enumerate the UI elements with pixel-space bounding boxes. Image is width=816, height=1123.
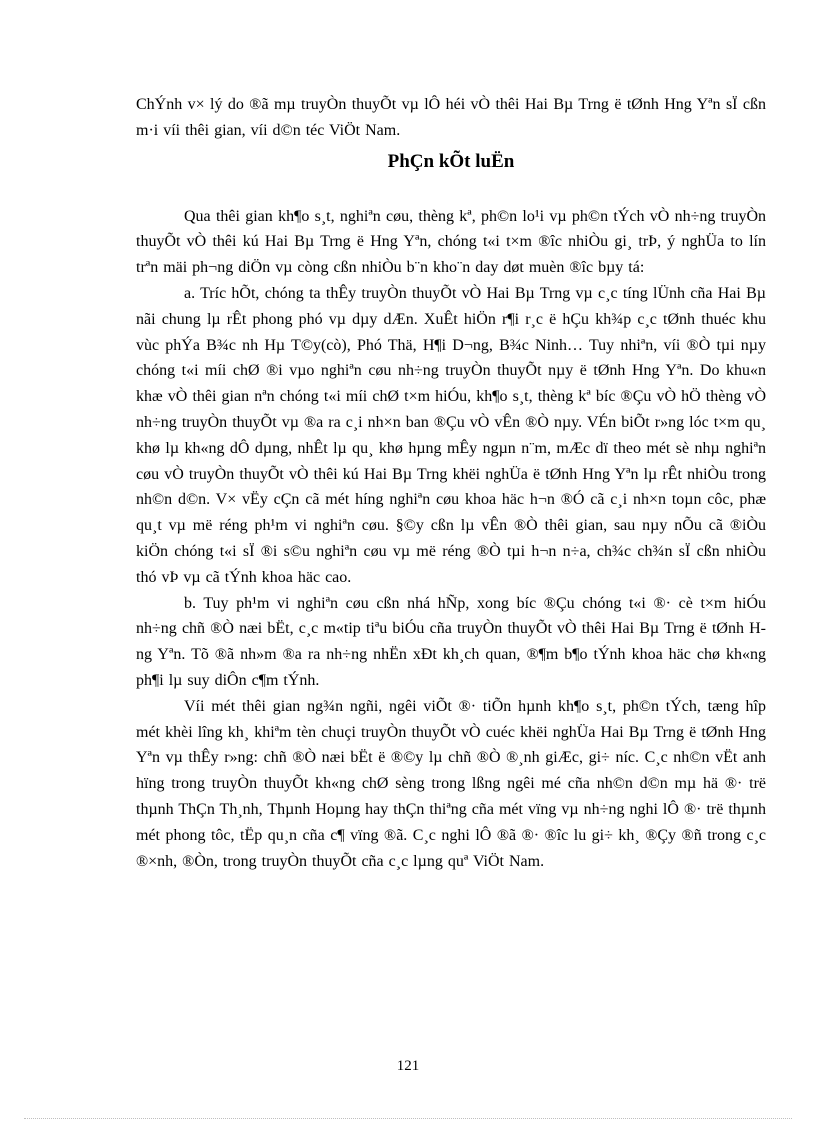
page-bottom-divider [24,1118,792,1119]
page-body [136,92,766,874]
paragraph-overview: Qua thêi gian kh¶o s¸t, nghiªn cøu, thèng kª, ph©n lo¹i vµ ph©n tÝch vÒ nh÷ng truyÒn thuyÕt vÒ thêi kú Hai Bµ Trng ë Hng Yªn, chóng t«i t×m ®îc nhiÒu gi¸ trÞ, ý nghÜa to lín trªn mäi ph¬ng diÖn vµ còng cßn nhiÒu b¨n kho¨n day døt muèn ®îc bµy tá: [136,207,766,277]
paragraph-closing: Víi mét thêi gian ng¾n ngñi, ngêi viÕt ®· tiÕn hµnh kh¶o s¸t, ph©n tÝch, tæng hîp mét khèi lîng kh¸ khiªm tèn chuçi truyÒn thuyÕt vÒ cuéc khëi nghÜa Hai Bµ Trng ë tØnh Hng Yªn vµ thÊy r»ng: chñ ®Ò næi bËt ë ®©y lµ chñ ®Ò ®¸nh giÆc, gi÷ níc. C¸c nh©n vËt anh hïng trong truyÒn thuyÕt kh«ng chØ sèng trong lßng ngêi mé cña nh©n d©n mµ hä ®· trë thµnh ThÇn Th¸nh, Thµnh Hoµng hay thÇn thiªng cña mét vïng vµ nh÷ng nghi lÔ ®· trë thµnh mét phong tôc, tËp qu¸n cña c¶ vïng ®ã. C¸c nghi lÔ ®ã ®· ®îc lu gi÷ kh¸ ®Çy ®ñ trong c¸c ®×nh, ®Òn, trong truyÒn thuyÕt cña c¸c lµng quª ViÖt Nam. [136,697,766,870]
page-number: 121 [396,1058,420,1074]
intro-paragraph: ChÝnh v× lý do ®ã mµ truyÒn thuyÕt vµ lÔ héi vÒ thêi Hai Bµ Trng ë tØnh Hng Yªn sÏ cßn m·i víi thêi gian, víi d©n téc ViÖt Nam. [136,96,766,139]
paragraph-a: a. Tríc hÕt, chóng ta thÊy truyÒn thuyÕt vÒ Hai Bµ Trng vµ c¸c tíng lÜnh cña Hai Bµ nãi chung lµ rÊt phong phó vµ dµy dÆn. XuÊt hiÖn r¶i r¸c ë hÇu kh¾p c¸c tØnh thuéc khu vùc phÝa B¾c nh Hµ T©y(cò), Phó Thä, H¶i D¬ng, B¾c Ninh… Tuy nhiªn, víi ®Ò tµi nµy chóng t«i míi chØ ®i vµo nghiªn cøu nh÷ng truyÒn thuyÕt nµy ë tØnh Hng Yªn. Do khu«n khæ vÒ thêi gian nªn chóng t«i míi chØ t×m hiÓu, kh¶o s¸t, thèng kª bíc ®Çu vÒ hÖ thèng vÒ nh÷ng truyÒn thuyÕt vµ ®a ra c¸i nh×n ban ®Çu vÒ vÊn ®Ò nµy. VÉn biÕt r»ng lóc t×m qu¸ khø lµ kh«ng dÔ dµng, nhÊt lµ qu¸ khø hµng mÊy ngµn n¨m, mÆc dï theo mét sè nhµ nghiªn cøu vÒ truyÒn thuyÕt vÒ thêi kú Hai Bµ Trng khëi nghÜa ë tØnh Hng Yªn lµ rÊt nhiÒu trong nh©n d©n. V× vËy cÇn cã mét híng nghiªn cøu khoa häc h¬n ®Ó cã c¸i nh×n toµn côc, phæ qu¸t vµ më réng ph¹m vi nghiªn cøu. §©y cßn lµ vÊn ®Ò thêi gian, sau nµy nÕu cã ®iÒu kiÖn chóng t«i sÏ ®i s©u nghiªn cøu vµ më réng ®Ò tµi h¬n n÷a, ch¾c ch¾n sÏ cßn nhiÒu thó vÞ vµ cã tÝnh khoa häc cao. [136,284,766,586]
paragraph-b: b. Tuy ph¹m vi nghiªn cøu cßn nhá hÑp, xong bíc ®Çu chóng t«i ®· cè t×m hiÓu nh÷ng chñ ®Ò næi bËt, c¸c m«tip tiªu biÓu cña truyÒn thuyÕt vÒ thêi Hai Bµ Trng ë tØnh Hng Yªn. Tõ ®ã nh»m ®a ra nh÷ng nhËn xÐt kh¸ch quan, ®¶m b¶o tÝnh khoa häc chø kh«ng ph¶i lµ suy diÔn c¶m tÝnh. [136,594,766,689]
section-heading: PhÇn kÕt luËn [387,150,515,172]
